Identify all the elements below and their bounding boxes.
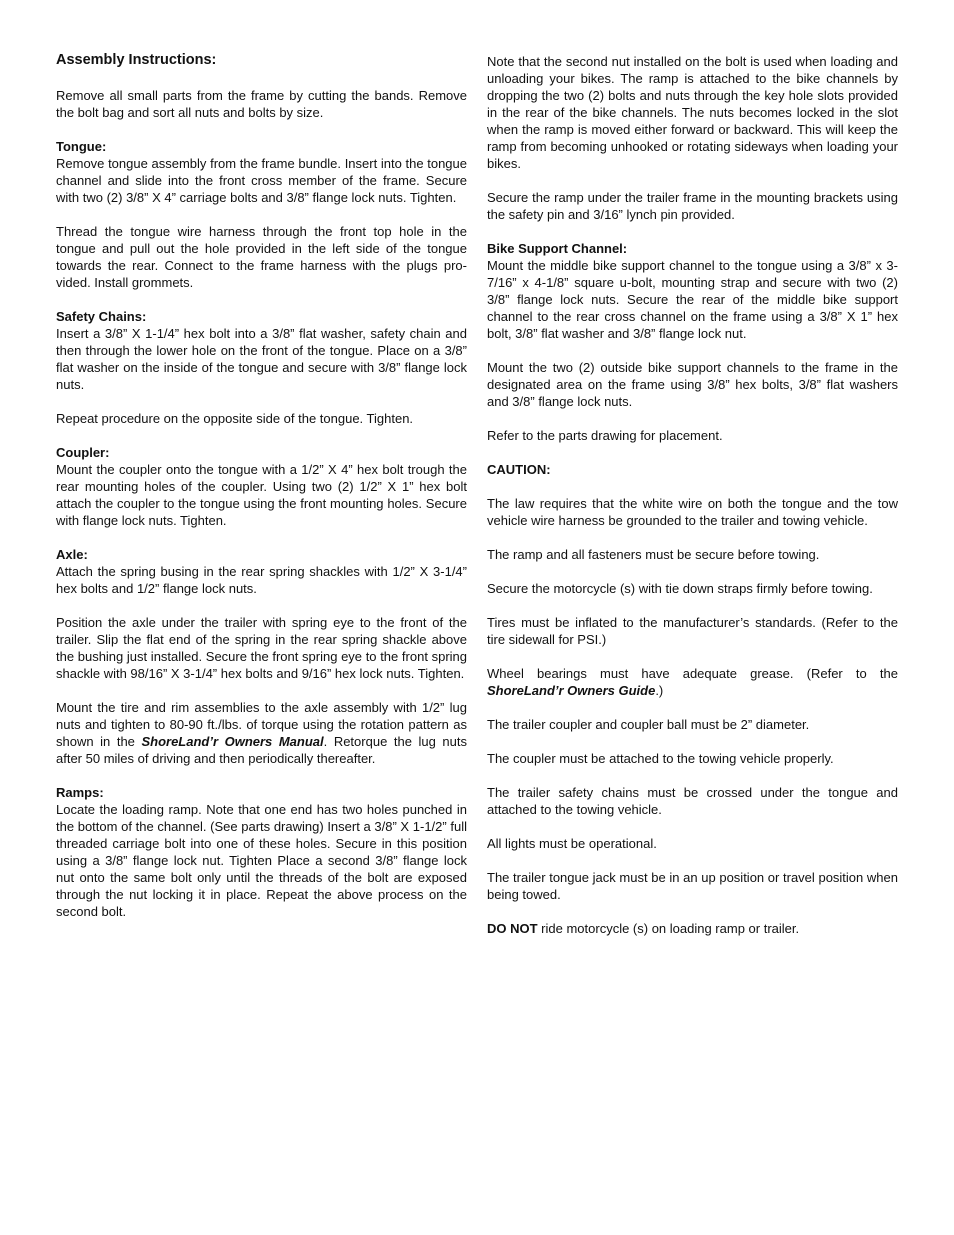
caution-item <box>487 716 898 733</box>
safety-chains-paragraph-2: Repeat procedure on the opposite side of the tongue. Tighten. <box>56 411 414 426</box>
ramps-continued-paragraph-2: Secure the ramp under the trailer frame in the mounting brackets using the safety pin and 3/16” lynch pin provided. <box>487 190 898 222</box>
axle-position-section <box>56 614 467 682</box>
safety-chains-paragraph-1: Insert a 3/8” X 1-1/4” hex bolt into a 3/8” flat washer, safety chain and then through the lower hole on the front of the tongue. Place on a 3/8” flat washer on the inside of the tongue and secure with 3/8” flange lock nuts. <box>56 326 467 392</box>
caution-item <box>487 835 898 852</box>
bike-support-paragraph-1: Mount the middle bike support channel to the tongue using a 3/8” x 3-7/16” x 4-1/8” square u-bolt, mounting strap and secure with two (2) 3/8” flange lock nuts. Secure the rear of the middle bike support channel to the rear cross channel on the frame using a 3/8” X 1” hex bolt, 3/8” flat washer and 3/8” flange lock nut. <box>487 258 898 341</box>
ramps-paragraph: Locate the loading ramp. Note that one end has two holes punched in the bottom of the channel. (See parts drawing) Insert a 3/8” X 1-1/2” full threaded carriage bolt into one of these holes. Secure in this position using a 3/8” flange lock nut. Tighten Place a second 3/8” flange lock nut onto the same bolt only until the threads of the bolt are exposed through the nut locking it in place. Repeat the above process on the second bolt. <box>56 802 467 919</box>
bike-support-heading: Bike Support Channel: <box>487 241 628 256</box>
caution-item <box>487 614 898 648</box>
caution-do-not-ride <box>487 920 898 937</box>
bike-support-refer-section <box>487 427 898 444</box>
bike-support-section <box>487 240 898 342</box>
caution-coupler-ball: The trailer coupler and coupler ball must be 2” diameter. <box>487 717 810 732</box>
ramps-heading: Ramps: <box>56 785 104 800</box>
caution-item <box>487 495 898 529</box>
tongue-paragraph-1: Remove tongue assembly from the frame bundle. Insert into the tongue channel and slide into the front cross member of the frame. Secure with two (2) 3/8” X 4” carriage bolts and 3/8” flange lock nuts. Tighten. <box>56 156 467 205</box>
caution-heading-block <box>487 461 898 478</box>
owners-guide-reference: ShoreLand’r Owners Guide <box>487 683 656 698</box>
caution-safety-chains: The trailer safety chains must be crossed under the tongue and attached to the towing vehicle. <box>487 785 898 817</box>
caution-tie-down: Secure the motorcycle (s) with tie down straps firmly before towing. <box>487 581 873 596</box>
coupler-paragraph: Mount the coupler onto the tongue with a 1/2” X 4” hex bolt trough the rear mounting holes of the coupler. Using two (2) 1/2” X 1” hex bolt attach the coupler to the tongue using the front mounting holes. Secure with flange lock nuts. Tighten. <box>56 462 467 528</box>
coupler-heading: Coupler: <box>56 445 110 460</box>
owners-manual-reference: ShoreLand’r Owners Manual <box>141 734 324 749</box>
caution-wheel-bearings <box>487 665 898 699</box>
axle-section <box>56 546 467 597</box>
axle-paragraph-1: Attach the spring busing in the rear spring shackles with 1/2” X 3-1/4” hex bolts and 1/2” flange lock nuts. <box>56 564 467 596</box>
tongue-heading: Tongue: <box>56 139 107 154</box>
caution-ramp-secure: The ramp and all fasteners must be secure before towing. <box>487 547 820 562</box>
caution-ground-wire: The law requires that the white wire on both the tongue and the tow vehicle wire harness be grounded to the trailer and towing vehicle. <box>487 496 898 528</box>
ramps-section <box>56 784 467 920</box>
wheel-text-a: Wheel bearings must have adequate grease. (Refer to the <box>487 666 898 681</box>
intro-section <box>56 87 467 121</box>
caution-item <box>487 665 898 699</box>
axle-heading: Axle: <box>56 547 88 562</box>
axle-paragraph-2: Position the axle under the trailer with spring eye to the front of the trailer. Slip the flat end of the spring in the rear spring shackle above the bushing just installed. Secure the front spring eye to the front spring shackle with 98/16” X 3-1/4” hex bolts and 9/16” hex lock nuts. Tighten. <box>56 615 467 681</box>
bike-support-outside-section <box>487 359 898 410</box>
axle-paragraph-3 <box>56 699 467 767</box>
intro-paragraph: Remove all small parts from the frame by cutting the bands. Remove the bolt bag and sort all nuts and bolts by size. <box>56 88 467 120</box>
caution-item <box>487 750 898 767</box>
do-not-text: ride motorcycle (s) on loading ramp or trailer. <box>537 921 800 936</box>
caution-coupler-attached: The coupler must be attached to the towing vehicle properly. <box>487 751 834 766</box>
axle-tires-section <box>56 699 467 767</box>
wheel-text-b: .) <box>655 683 664 698</box>
axle-p3-text-b: . Retorque the lug nuts after 50 miles of driving and then periodically thereafter. <box>56 734 467 766</box>
caution-item <box>487 546 898 563</box>
do-not-label: DO NOT <box>487 921 538 936</box>
caution-item <box>487 784 898 818</box>
tongue-paragraph-2: Thread the tongue wire harness through the front top hole in the tongue and pull out the hole provided in the left side of the tongue towards the rear. Connect to the frame harness with the plugs provided. Install grommets. <box>56 224 467 290</box>
coupler-section <box>56 444 467 529</box>
tongue-wiring-section <box>56 223 467 291</box>
ramps-continued-paragraph-1: Note that the second nut installed on the bolt is used when loading and unloading your bikes. The ramp is attached to the bike channels by dropping the two (2) bolts and nuts through the key hole slots provided in the rear of the bike channels. The nuts becomes locked in the slot when the ramp is moved either forward or backward. This will keep the ramp from becoming unhooked or rotating sideways when loading your bikes. <box>487 54 898 171</box>
caution-tires: Tires must be inflated to the manufacturer’s standards. (Refer to the tire sidewall for PSI.) <box>487 615 898 647</box>
left-column <box>56 52 467 937</box>
bike-support-paragraph-2: Mount the two (2) outside bike support channels to the frame in the designated area on the frame using 3/8” hex bolts, 3/8” flat washers and 3/8” flange lock nuts. <box>487 360 898 409</box>
caution-item <box>487 580 898 597</box>
bike-support-paragraph-3: Refer to the parts drawing for placement. <box>487 428 723 443</box>
safety-chains-heading: Safety Chains: <box>56 309 147 324</box>
page-title: Assembly Instructions: <box>56 52 217 68</box>
ramps-mounting-section <box>487 189 898 223</box>
caution-heading: CAUTION: <box>487 462 551 477</box>
axle-p3-text-a: Mount the tire and rim assemblies to the axle assembly with 1/2” lug nuts and tighten to 80-90 ft./lbs. of torque using the rotation pattern as shown in the <box>56 700 467 749</box>
right-column <box>487 53 898 954</box>
caution-item <box>487 869 898 903</box>
caution-tongue-jack: The trailer tongue jack must be in an up position or travel position when being towed. <box>487 870 898 902</box>
ramps-continued-section <box>487 53 898 172</box>
safety-chains-repeat <box>56 410 467 427</box>
caution-item <box>487 920 898 937</box>
safety-chains-section <box>56 308 467 393</box>
caution-lights: All lights must be operational. <box>487 836 657 851</box>
tongue-section <box>56 138 467 206</box>
